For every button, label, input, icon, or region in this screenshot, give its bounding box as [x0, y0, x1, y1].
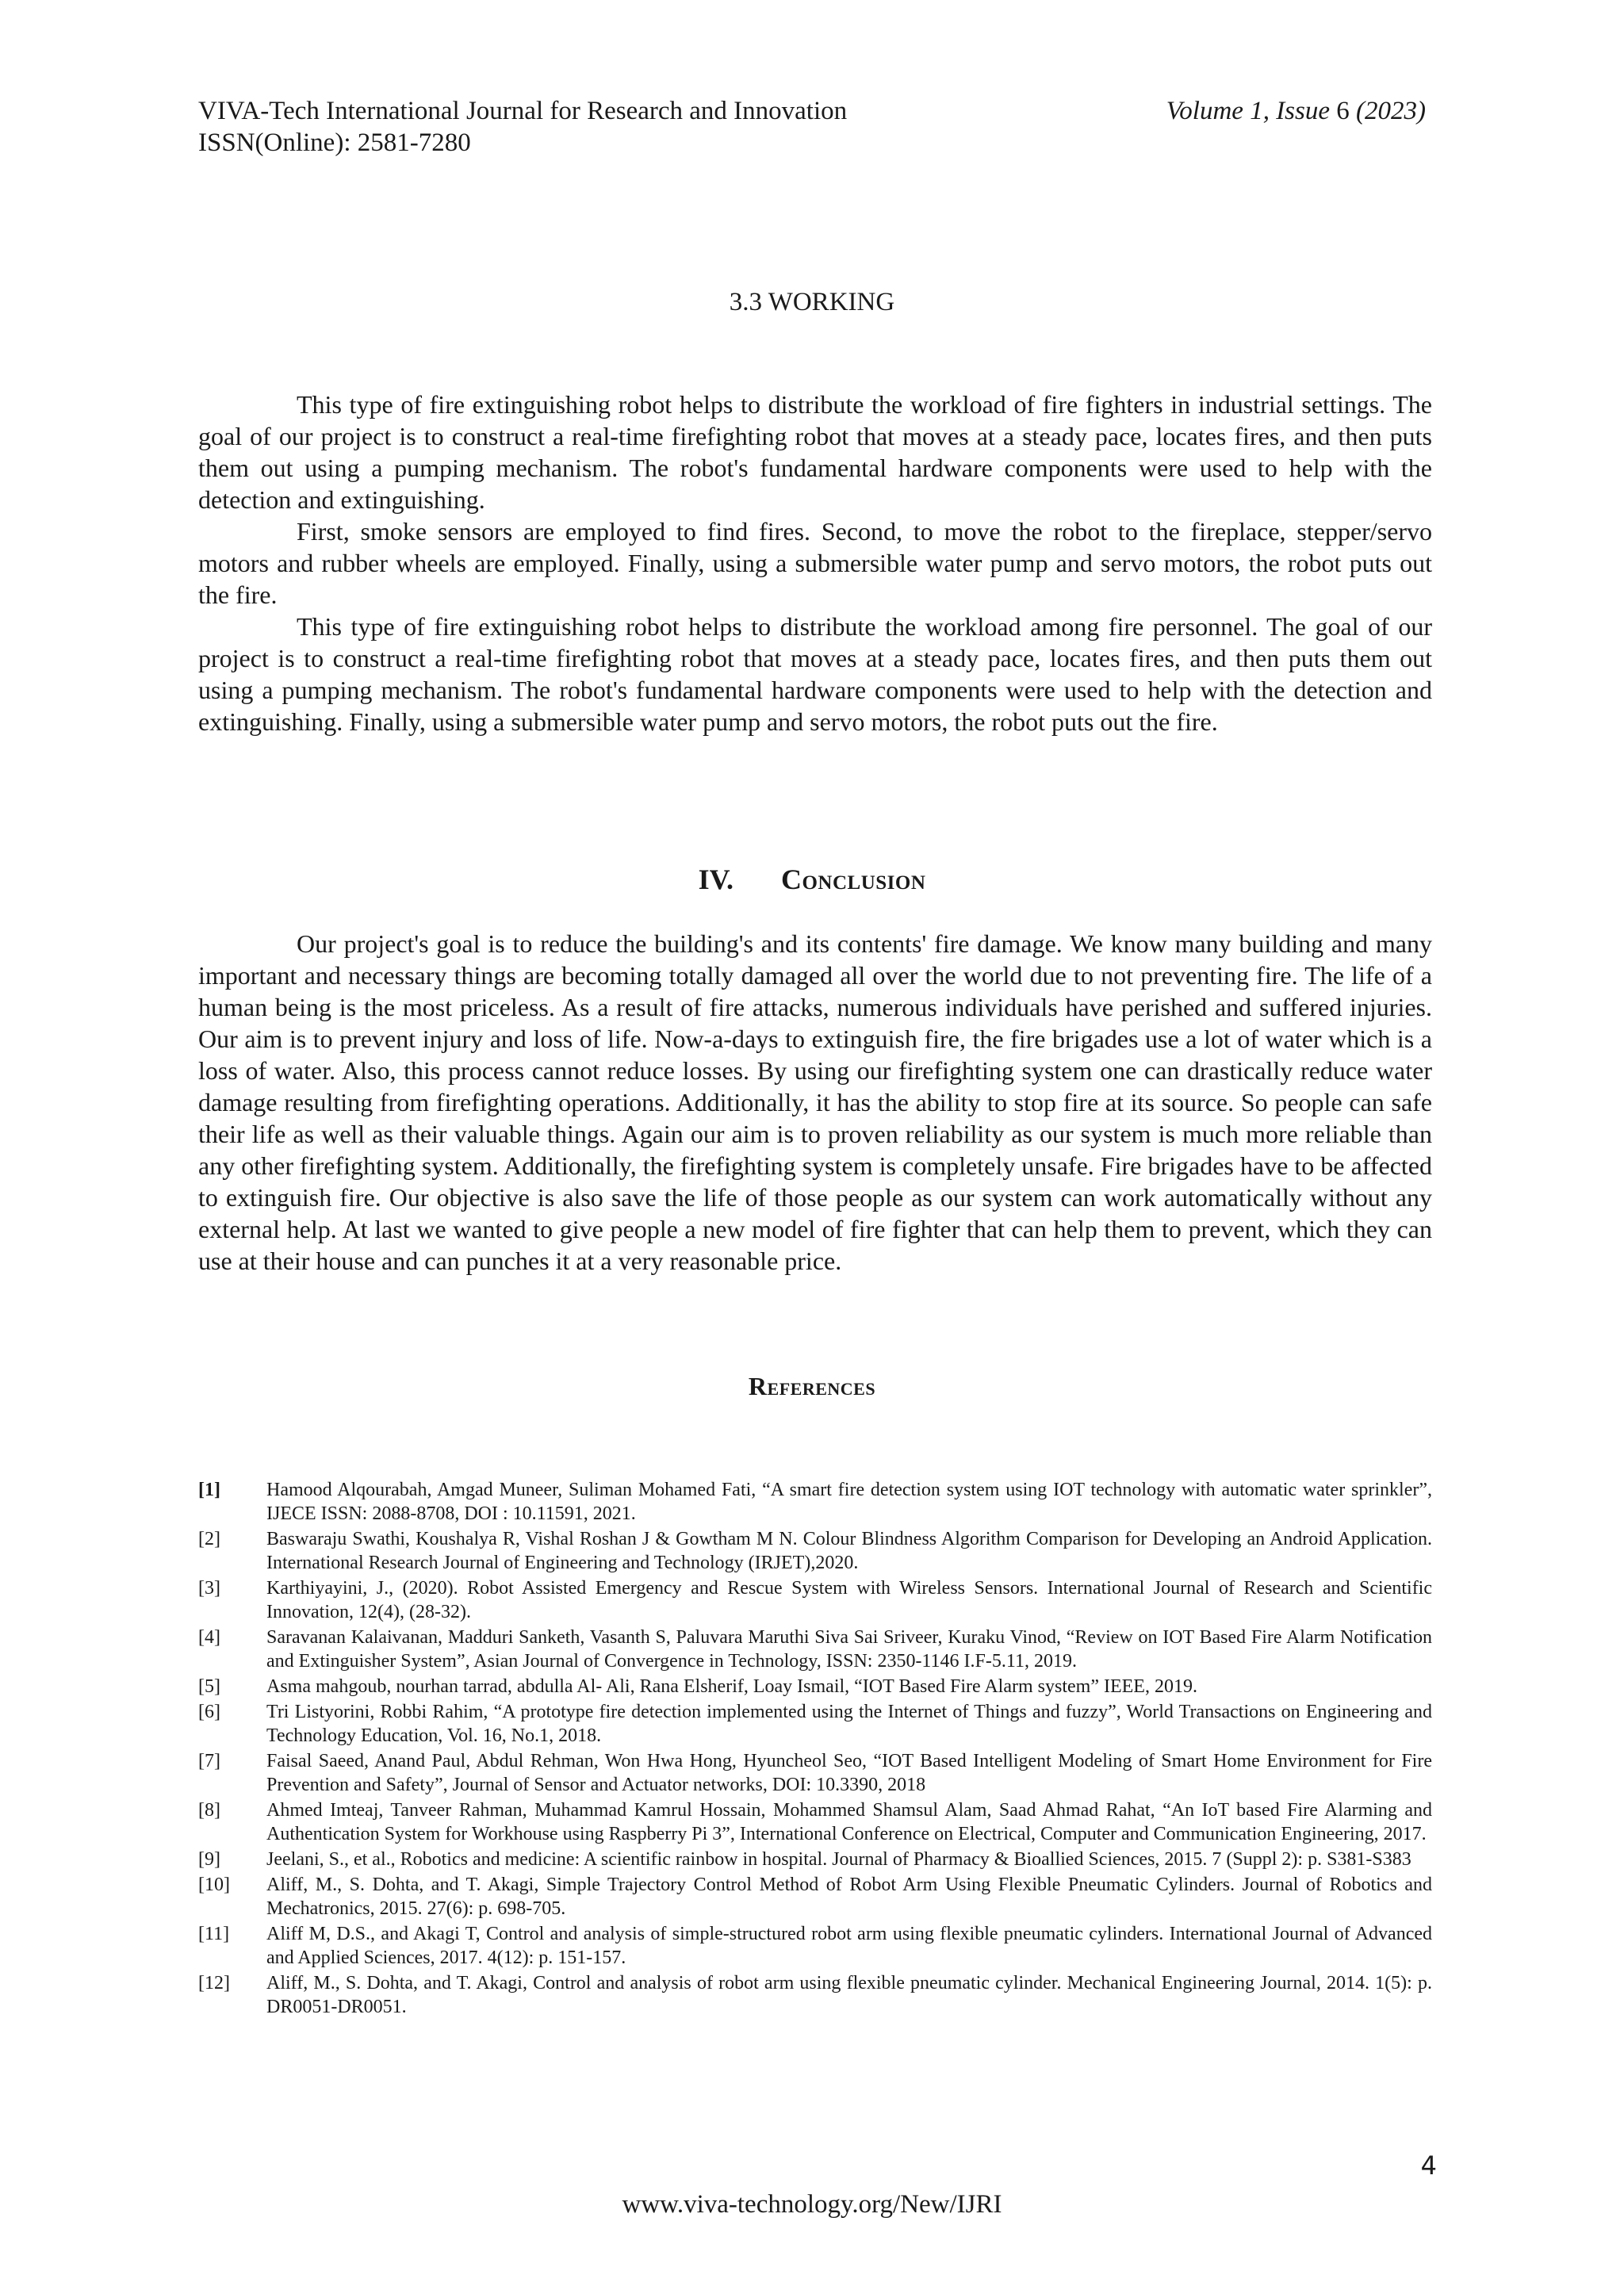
reference-number: [2]	[198, 1529, 220, 1549]
reference-text: Saravanan Kalaivanan, Madduri Sanketh, Vasanth S, Paluvara Maruthi Siva Sai Sriveer, Kuraku Vinod, “Review on IOT Based Fire Alarm Notification and Extinguisher System”, Asian Journal of Convergence in Technology, ISSN: 2350-1146 I.F-5.11, 2019.	[266, 1627, 1432, 1672]
reference-text: Baswaraju Swathi, Koushalya R, Vishal Roshan J & Gowtham M N. Colour Blindness Algorithm Comparison for Developing an Android Application. International Research Journal of Engineering and Technology (IRJET),2020.	[266, 1529, 1432, 1573]
reference-item	[198, 1675, 1432, 1698]
reference-item	[198, 1749, 1432, 1797]
journal-name: VIVA-Tech International Journal for Research and Innovation	[198, 97, 848, 125]
reference-text: Tri Listyorini, Robbi Rahim, “A prototype fire detection implemented using the Internet of Things and fuzzy”, World Transactions on Engineering and Technology Education, Vol. 16, No.1, 2018.	[266, 1702, 1432, 1746]
journal-issn: ISSN(Online): 2581-7280	[198, 128, 471, 157]
section-number: IV.	[698, 864, 733, 895]
working-paragraph-1: This type of fire extinguishing robot helps to distribute the workload of fire fighters in industrial settings. The goal of our project is to construct a real-time firefighting robot that moves at a steady pace, locates fires, and then puts them out using a pumping mechanism. The robot's fundamental hardware components were used to help with the detection and extinguishing.	[198, 390, 1432, 514]
reference-number: [10]	[198, 1875, 230, 1895]
reference-text: Karthiyayini, J., (2020). Robot Assisted Emergency and Rescue System with Wireless Sensors. International Journal of Research and Scientific Innovation, 12(4), (28-32).	[266, 1578, 1432, 1622]
reference-text: Hamood Alqourabah, Amgad Muneer, Suliman Mohamed Fati, “A smart fire detection system using IOT technology with automatic water sprinkler”, IJECE ISSN: 2088-8708, DOI : 10.11591, 2021.	[266, 1480, 1432, 1524]
reference-item	[198, 1576, 1432, 1624]
reference-item	[198, 1798, 1432, 1846]
section-heading: Conclusion	[780, 864, 926, 895]
reference-text: Aliff, M., S. Dohta, and T. Akagi, Simple Trajectory Control Method of Robot Arm Using Flexible Pneumatic Cylinders. Journal of Robotics and Mechatronics, 2015. 27(6): p. 698-705.	[266, 1875, 1432, 1919]
reference-number: [5]	[198, 1676, 220, 1697]
working-body	[198, 389, 1432, 737]
reference-text: Aliff M, D.S., and Akagi T, Control and analysis of simple-structured robot arm using flexible pneumatic cylinders. International Journal of Advanced and Applied Sciences, 2017. 4(12): p. 151-157.	[266, 1924, 1432, 1968]
reference-item	[198, 1971, 1432, 2019]
reference-number: [8]	[198, 1800, 220, 1821]
reference-number: [9]	[198, 1849, 220, 1870]
reference-item	[198, 1626, 1432, 1673]
reference-number: [4]	[198, 1627, 220, 1648]
reference-item	[198, 1527, 1432, 1575]
publication-year: (2023)	[1349, 97, 1426, 125]
reference-item	[198, 1922, 1432, 1970]
reference-item	[198, 1848, 1432, 1871]
reference-list	[198, 1478, 1432, 2020]
conclusion-body	[198, 928, 1432, 1277]
reference-number: [11]	[198, 1924, 230, 1944]
reference-item	[198, 1478, 1432, 1526]
working-paragraph-3: This type of fire extinguishing robot helps to distribute the workload among fire personnel. The goal of our project is to construct a real-time firefighting robot that moves at a steady pace, locates fires, and then puts them out using a pumping mechanism. The robot's fundamental hardware components were used to help with the detection and extinguishing. Finally, using a submersible water pump and servo motors, the robot puts out the fire.	[198, 612, 1432, 736]
reference-text: Jeelani, S., et al., Robotics and medicine: A scientific rainbow in hospital. Journal of Pharmacy & Bioallied Sciences, 2015. 7 (Suppl 2): p. S381-S383	[266, 1849, 1411, 1870]
reference-number: [6]	[198, 1702, 220, 1722]
working-paragraph-2: First, smoke sensors are employed to find fires. Second, to move the robot to the fireplace, stepper/servo motors and rubber wheels are employed. Finally, using a submersible water pump and servo motors, the robot puts out the fire.	[198, 517, 1432, 609]
reference-text: Asma mahgoub, nourhan tarrad, abdulla Al- Ali, Rana Elsherif, Loay Ismail, “IOT Based Fire Alarm system” IEEE, 2019.	[266, 1676, 1197, 1697]
reference-text: Ahmed Imteaj, Tanveer Rahman, Muhammad Kamrul Hossain, Mohammed Shamsul Alam, Saad Ahmad Rahat, “An IoT based Fire Alarming and Authentication System for Workhouse using Raspberry Pi 3”, International Conference on Electrical, Computer and Communication Engineering, 2017.	[266, 1800, 1432, 1844]
reference-item	[198, 1873, 1432, 1921]
reference-text: Faisal Saeed, Anand Paul, Abdul Rehman, Won Hwa Hong, Hyuncheol Seo, “IOT Based Intelligent Modeling of Smart Home Environment for Fire Prevention and Safety”, Journal of Sensor and Actuator networks, DOI: 10.3390, 2018	[266, 1751, 1432, 1795]
section-title-references: References	[748, 1372, 876, 1400]
footer-url: www.viva-technology.org/New/IJRI	[622, 2190, 1002, 2219]
section-title-working: 3.3 WORKING	[729, 288, 895, 316]
volume-issue	[1166, 95, 1426, 127]
issue-number: 6	[1336, 97, 1350, 125]
conclusion-paragraph: Our project's goal is to reduce the building's and its contents' fire damage. We know many building and many important and necessary things are becoming totally damaged all over the world due to not preventing fire. The life of a human being is the most priceless. As a result of fire attacks, numerous individuals have perished and suffered injuries. Our aim is to prevent injury and loss of life. Now-a-days to extinguish fire, the fire brigades use a lot of water which is a loss of water. Also, this process cannot reduce losses. By using our firefighting system one can drastically reduce water damage resulting from firefighting operations. Additionally, it has the ability to stop fire at its source. So people can safe their life as well as their valuable things. Again our aim is to proven reliability as our system is much more reliable than any other firefighting system. Additionally, the firefighting system is completely unsafe. Fire brigades have to be affected to extinguish fire. Our objective is also save the life of those people as our system can work automatically without any external help. At last we wanted to give people a new model of fire fighter that can help them to prevent, which they can use at their house and can punches it at a very reasonable price.	[198, 929, 1432, 1275]
reference-text: Aliff, M., S. Dohta, and T. Akagi, Control and analysis of robot arm using flexible pneumatic cylinder. Mechanical Engineering Journal, 2014. 1(5): p. DR0051-DR0051.	[266, 1973, 1432, 2017]
volume-label: Volume 1, Issue	[1166, 97, 1337, 125]
running-header	[198, 95, 847, 159]
reference-number: [3]	[198, 1578, 220, 1599]
page-number: 4	[1420, 2150, 1437, 2181]
reference-number: [12]	[198, 1973, 230, 1993]
section-title-conclusion	[0, 863, 1624, 896]
reference-number: [7]	[198, 1751, 220, 1771]
reference-item	[198, 1700, 1432, 1748]
reference-number: [1]	[198, 1480, 220, 1500]
